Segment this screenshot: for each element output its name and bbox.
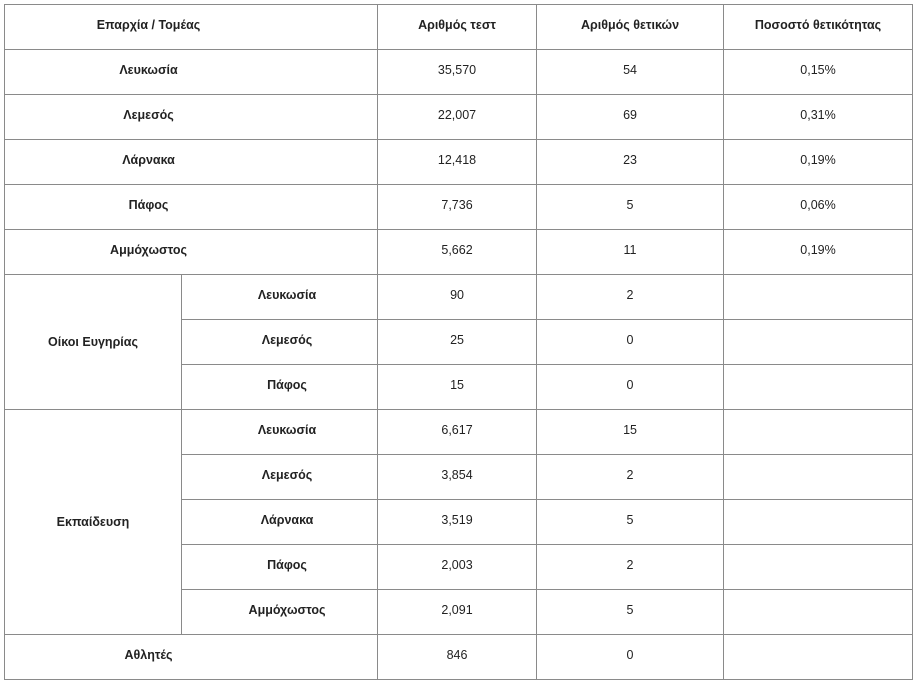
education-group-label: Εκπαίδευση — [5, 410, 182, 635]
header-region: Επαρχία / Τομέας — [5, 5, 378, 50]
table-row — [5, 185, 913, 230]
positives-cell: 5 — [537, 500, 724, 545]
rate-cell — [724, 410, 913, 455]
positives-cell: 54 — [537, 50, 724, 95]
rate-cell — [724, 275, 913, 320]
positives-cell: 2 — [537, 275, 724, 320]
district-name: Πάφος — [5, 185, 378, 230]
table-row — [5, 275, 913, 320]
tests-cell: 5,662 — [378, 230, 537, 275]
table-row — [5, 635, 913, 680]
tests-cell: 15 — [378, 365, 537, 410]
table-row — [5, 95, 913, 140]
positives-cell: 2 — [537, 455, 724, 500]
rate-cell — [724, 545, 913, 590]
test-results-table — [4, 4, 913, 680]
subgroup-district-name: Πάφος — [182, 545, 378, 590]
rate-cell: 0,06% — [724, 185, 913, 230]
table-row — [5, 140, 913, 185]
tests-cell: 6,617 — [378, 410, 537, 455]
district-name: Λευκωσία — [5, 50, 378, 95]
subgroup-district-name: Λευκωσία — [182, 275, 378, 320]
subgroup-district-name: Λεμεσός — [182, 320, 378, 365]
subgroup-district-name: Αμμόχωστος — [182, 590, 378, 635]
positives-cell: 2 — [537, 545, 724, 590]
positives-cell: 11 — [537, 230, 724, 275]
positives-cell: 23 — [537, 140, 724, 185]
positives-cell: 5 — [537, 590, 724, 635]
positives-cell: 69 — [537, 95, 724, 140]
tests-cell: 22,007 — [378, 95, 537, 140]
athletes-label: Αθλητές — [5, 635, 378, 680]
header-tests: Αριθμός τεστ — [378, 5, 537, 50]
positives-cell: 15 — [537, 410, 724, 455]
table-row — [5, 50, 913, 95]
rate-cell — [724, 455, 913, 500]
district-name: Λεμεσός — [5, 95, 378, 140]
header-rate: Ποσοστό θετικότητας — [724, 5, 913, 50]
subgroup-district-name: Λάρνακα — [182, 500, 378, 545]
subgroup-district-name: Λευκωσία — [182, 410, 378, 455]
positives-cell: 0 — [537, 320, 724, 365]
rate-cell — [724, 590, 913, 635]
tests-cell: 2,003 — [378, 545, 537, 590]
positives-cell: 5 — [537, 185, 724, 230]
district-name: Αμμόχωστος — [5, 230, 378, 275]
tests-cell: 25 — [378, 320, 537, 365]
subgroup-district-name: Πάφος — [182, 365, 378, 410]
rate-cell — [724, 365, 913, 410]
tests-cell: 2,091 — [378, 590, 537, 635]
table-header-row — [5, 5, 913, 50]
tests-cell: 90 — [378, 275, 537, 320]
rate-cell: 0,19% — [724, 140, 913, 185]
tests-cell: 3,854 — [378, 455, 537, 500]
rate-cell — [724, 635, 913, 680]
table-row — [5, 230, 913, 275]
rate-cell — [724, 500, 913, 545]
tests-cell: 3,519 — [378, 500, 537, 545]
table-row — [5, 410, 913, 455]
subgroup-district-name: Λεμεσός — [182, 455, 378, 500]
rate-cell: 0,19% — [724, 230, 913, 275]
care-homes-group-label: Οίκοι Ευγηρίας — [5, 275, 182, 410]
rate-cell: 0,31% — [724, 95, 913, 140]
positives-cell: 0 — [537, 365, 724, 410]
tests-cell: 846 — [378, 635, 537, 680]
tests-cell: 35,570 — [378, 50, 537, 95]
tests-cell: 12,418 — [378, 140, 537, 185]
tests-cell: 7,736 — [378, 185, 537, 230]
positives-cell: 0 — [537, 635, 724, 680]
rate-cell — [724, 320, 913, 365]
district-name: Λάρνακα — [5, 140, 378, 185]
header-positives: Αριθμός θετικών — [537, 5, 724, 50]
rate-cell: 0,15% — [724, 50, 913, 95]
